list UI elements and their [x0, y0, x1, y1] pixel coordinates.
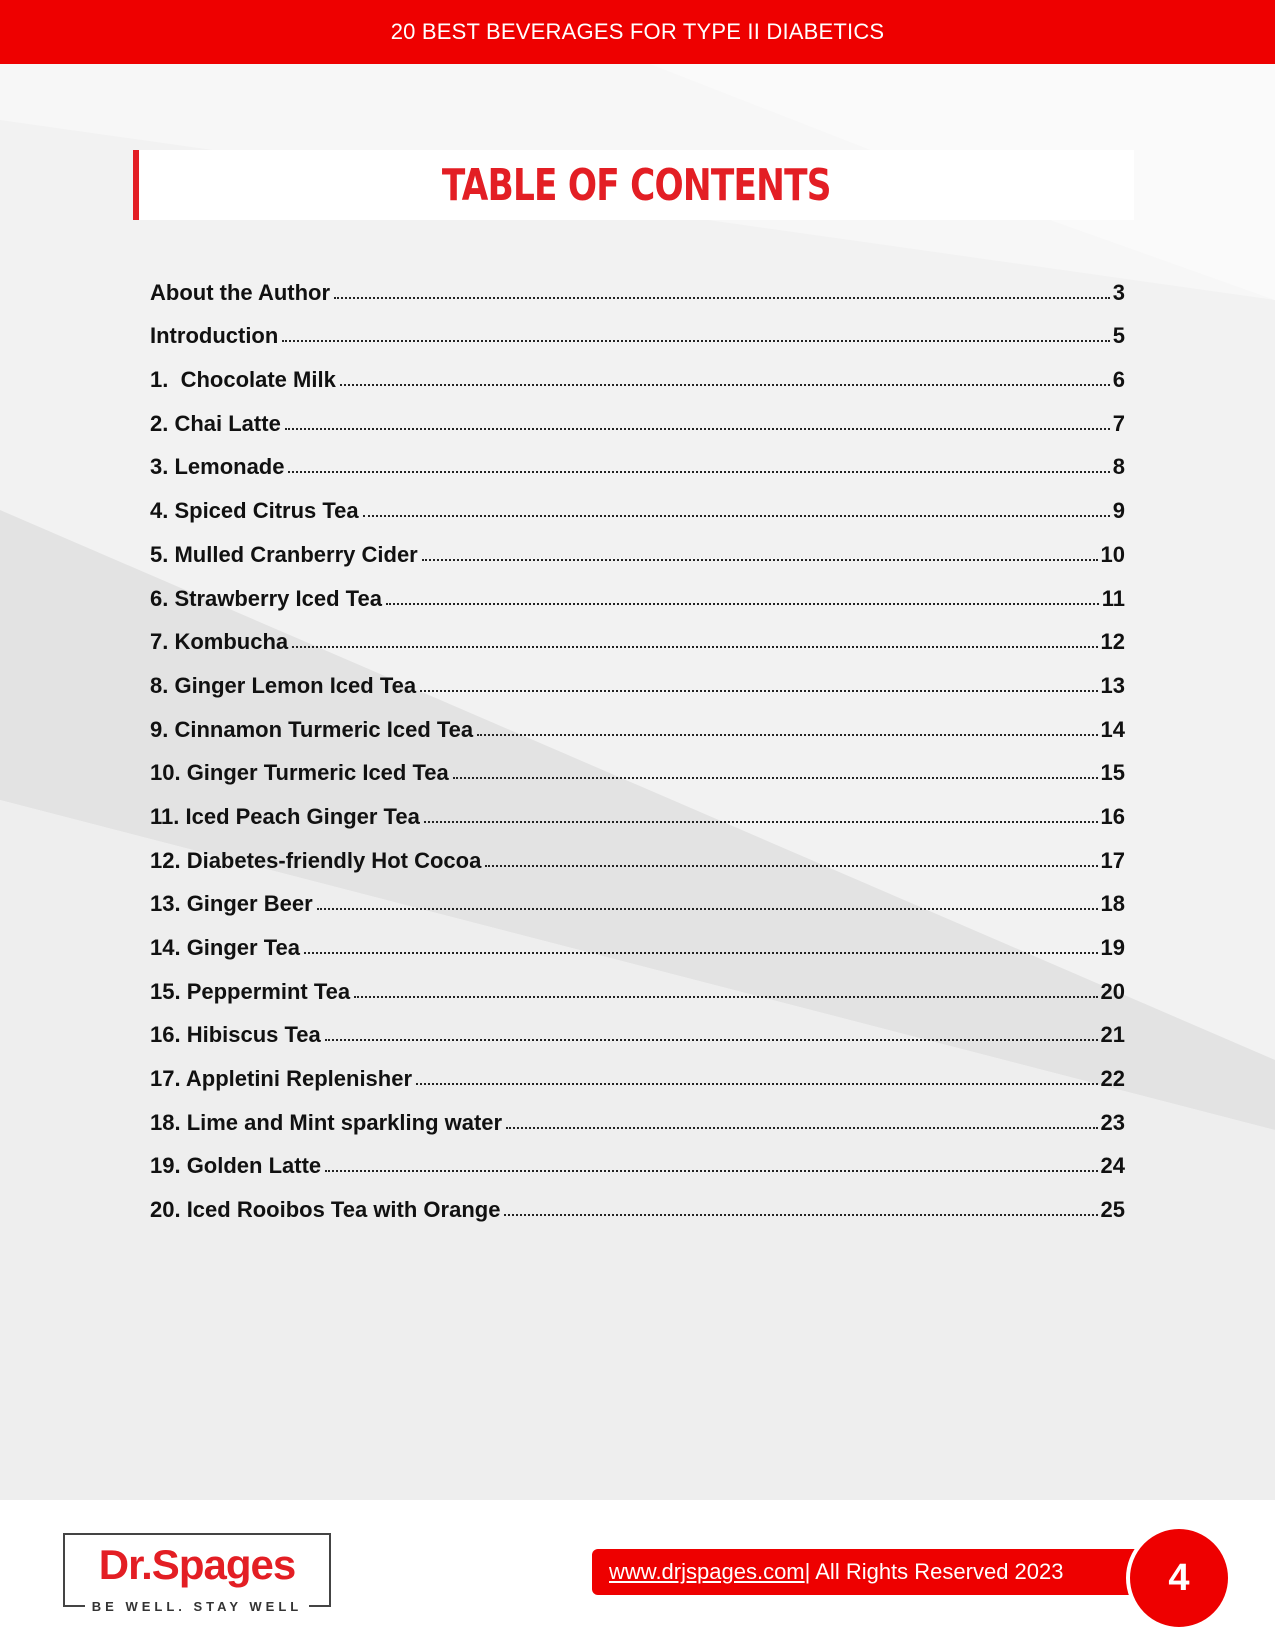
- toc-leader-dots: [288, 470, 1109, 473]
- toc-entry-label: 10. Ginger Turmeric Iced Tea: [150, 760, 449, 786]
- toc-entry-page: 15: [1100, 760, 1125, 786]
- toc-entry-page: 23: [1100, 1109, 1125, 1135]
- toc-entry-page: 7: [1112, 410, 1125, 436]
- toc-entry[interactable]: [150, 568, 1125, 612]
- toc-entry[interactable]: [150, 699, 1125, 743]
- table-of-contents: [150, 262, 1125, 1223]
- toc-entry-label: Introduction: [150, 323, 279, 349]
- toc-entry[interactable]: [150, 437, 1125, 481]
- toc-entry[interactable]: [150, 262, 1125, 306]
- toc-entry[interactable]: [150, 1179, 1125, 1223]
- logo-name: Dr.Spages: [98, 1541, 296, 1588]
- toc-entry-label: 2. Chai Latte: [150, 410, 281, 436]
- toc-entry-page: 12: [1100, 629, 1125, 655]
- toc-leader-dots: [325, 1169, 1097, 1172]
- toc-entry[interactable]: [150, 1048, 1125, 1092]
- toc-entry-page: 18: [1100, 891, 1125, 917]
- toc-entry-label: 18. Lime and Mint sparkling water: [150, 1109, 503, 1135]
- toc-entry-page: 22: [1100, 1066, 1125, 1092]
- copyright-text: | All Rights Reserved 2023: [804, 1559, 1064, 1584]
- toc-entry-page: 10: [1100, 541, 1125, 567]
- toc-entry-label: 11. Iced Peach Ginger Tea: [150, 803, 420, 829]
- toc-entry-page: 21: [1100, 1022, 1125, 1048]
- toc-entry-label: 5. Mulled Cranberry Cider: [150, 541, 418, 567]
- toc-entry[interactable]: [150, 1092, 1125, 1136]
- toc-entry[interactable]: [150, 349, 1125, 393]
- toc-entry-page: 17: [1100, 847, 1125, 873]
- toc-leader-dots: [304, 951, 1098, 954]
- toc-entry-page: 24: [1100, 1153, 1125, 1179]
- toc-leader-dots: [453, 776, 1098, 779]
- toc-leader-dots: [317, 907, 1098, 910]
- toc-entry[interactable]: [150, 743, 1125, 787]
- page-number: 4: [1168, 1556, 1190, 1599]
- toc-entry-page: 8: [1112, 454, 1125, 480]
- toc-entry[interactable]: [150, 393, 1125, 437]
- page-number-badge: [1126, 1525, 1232, 1631]
- toc-leader-dots: [285, 427, 1110, 430]
- toc-entry[interactable]: [150, 874, 1125, 918]
- toc-entry-page: 14: [1100, 716, 1125, 742]
- toc-entry-label: 9. Cinnamon Turmeric Iced Tea: [150, 716, 474, 742]
- toc-entry-label: 20. Iced Rooibos Tea with Orange: [150, 1197, 501, 1223]
- toc-leader-dots: [363, 514, 1110, 517]
- toc-entry-label: 14. Ginger Tea: [150, 935, 300, 960]
- toc-entry-page: 5: [1112, 323, 1125, 349]
- toc-leader-dots: [420, 689, 1097, 692]
- toc-leader-dots: [325, 1038, 1098, 1041]
- page-title: TABLE OF CONTENTS: [442, 159, 831, 211]
- toc-entry[interactable]: [150, 524, 1125, 568]
- toc-entry[interactable]: [150, 830, 1125, 874]
- logo: [63, 1533, 331, 1614]
- toc-entry[interactable]: [150, 786, 1125, 830]
- toc-entry[interactable]: [150, 655, 1125, 699]
- toc-leader-dots: [334, 296, 1110, 299]
- toc-entry-label: 19. Golden Latte: [150, 1153, 322, 1179]
- toc-leader-dots: [386, 602, 1099, 605]
- toc-entry-label: 17. Appletini Replenisher: [150, 1066, 413, 1092]
- toc-leader-dots: [477, 733, 1097, 736]
- toc-leader-dots: [292, 645, 1097, 648]
- toc-title-box: [133, 150, 1134, 220]
- toc-entry-page: 11: [1101, 585, 1125, 611]
- toc-leader-dots: [422, 558, 1098, 561]
- toc-entry[interactable]: [150, 917, 1125, 961]
- toc-entry-page: 19: [1100, 935, 1125, 960]
- toc-leader-dots: [506, 1126, 1097, 1129]
- toc-entry-label: 4. Spiced Citrus Tea: [150, 498, 359, 524]
- toc-leader-dots: [485, 864, 1097, 867]
- header-title: 20 BEST BEVERAGES FOR TYPE II DIABETICS: [390, 19, 885, 44]
- toc-entry-label: 12. Diabetes-friendly Hot Cocoa: [150, 847, 482, 873]
- toc-entry-label: 3. Lemonade: [150, 454, 285, 480]
- toc-leader-dots: [424, 820, 1098, 823]
- toc-entry-page: 16: [1100, 803, 1125, 829]
- toc-entry-page: 25: [1100, 1197, 1125, 1223]
- toc-entry[interactable]: [150, 961, 1125, 1005]
- toc-entry[interactable]: [150, 306, 1125, 350]
- toc-leader-dots: [354, 995, 1097, 998]
- toc-entry[interactable]: [150, 1136, 1125, 1180]
- toc-entry-label: 16. Hibiscus Tea: [150, 1022, 321, 1048]
- toc-entry[interactable]: [150, 1005, 1125, 1049]
- toc-entry-label: 1. Chocolate Milk: [150, 367, 336, 393]
- toc-leader-dots: [340, 383, 1110, 386]
- toc-leader-dots: [416, 1082, 1097, 1085]
- header-bar: [0, 0, 1275, 64]
- toc-entry-label: 7. Kombucha: [150, 629, 289, 655]
- toc-entry-label: 8. Ginger Lemon Iced Tea: [150, 672, 417, 698]
- logo-tagline: BE WELL. STAY WELL: [85, 1599, 309, 1614]
- toc-entry[interactable]: [150, 480, 1125, 524]
- toc-entry-page: 13: [1100, 672, 1125, 698]
- toc-entry[interactable]: [150, 612, 1125, 656]
- toc-leader-dots: [282, 339, 1109, 342]
- toc-entry-label: 6. Strawberry Iced Tea: [150, 585, 382, 611]
- toc-entry-label: 15. Peppermint Tea: [150, 978, 351, 1004]
- toc-entry-page: 9: [1112, 498, 1125, 524]
- toc-entry-page: 3: [1112, 279, 1125, 305]
- toc-entry-label: About the Author: [150, 279, 331, 305]
- website-link[interactable]: www.drjspages.com: [609, 1559, 805, 1584]
- toc-entry-label: 13. Ginger Beer: [150, 891, 313, 917]
- copyright-bar: [592, 1549, 1152, 1595]
- toc-entry-page: 6: [1112, 367, 1125, 393]
- toc-entry-page: 20: [1100, 978, 1125, 1004]
- toc-leader-dots: [504, 1213, 1097, 1216]
